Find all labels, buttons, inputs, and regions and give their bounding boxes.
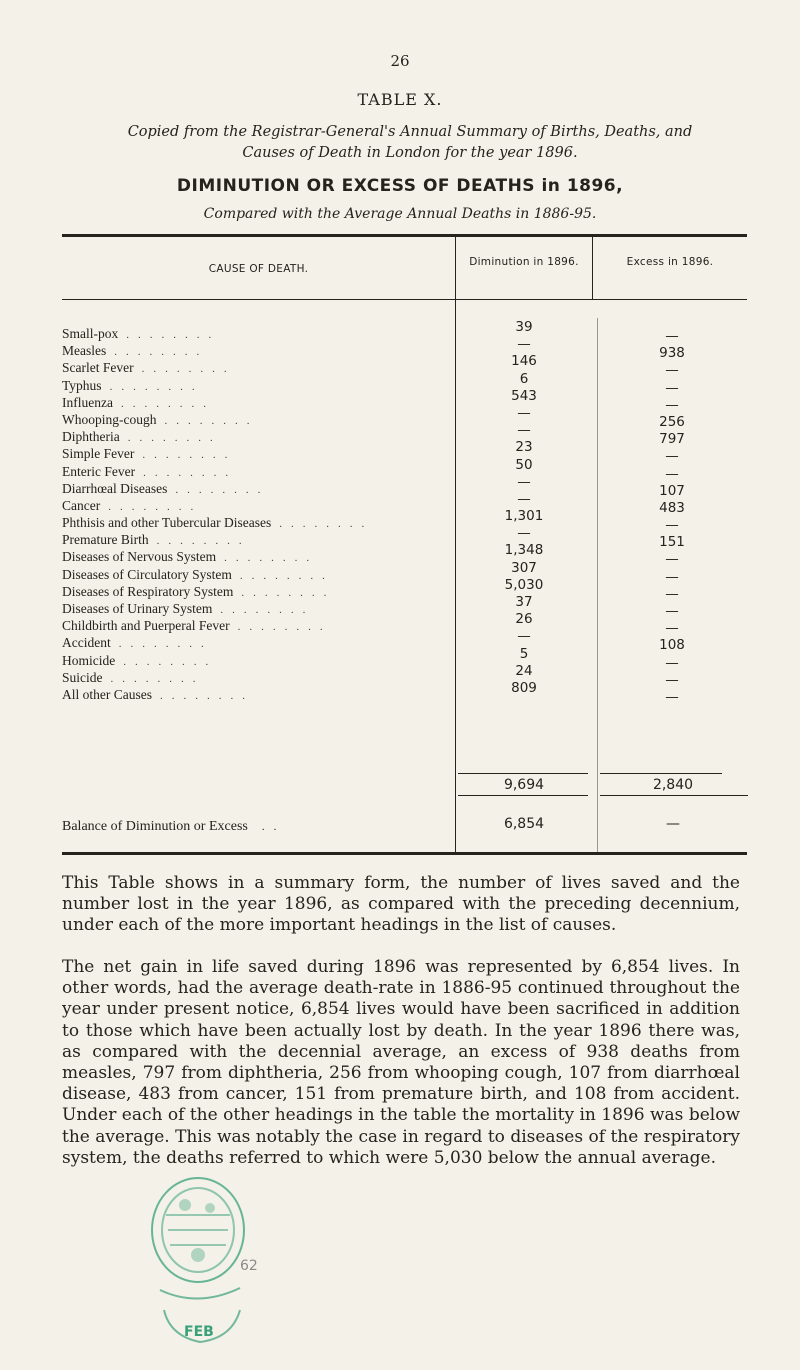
excess-cell: 256	[659, 413, 685, 430]
total-excess: 2,840	[652, 777, 694, 793]
excess-cell: —	[665, 465, 679, 482]
cause-cell: Phthisis and other Tubercular Diseases ........	[62, 515, 374, 531]
table-row	[62, 456, 747, 482]
cause-cell: Simple Fever ........	[62, 446, 237, 462]
diminution-cell: —	[517, 336, 531, 353]
diminution-cell: 37	[515, 594, 533, 610]
cause-cell: Diseases of Circulatory System ........	[62, 566, 334, 582]
excess-cell: —	[665, 603, 679, 619]
excess-cell: —	[665, 396, 679, 413]
cause-cell: Typhus ........	[62, 377, 204, 393]
excess-cell: —	[665, 448, 679, 465]
column-header-cause: CAUSE OF DEATH.	[208, 263, 309, 275]
cause-cell: Diseases of Urinary System ........	[62, 601, 315, 616]
diminution-cell: 5	[519, 645, 529, 662]
excess-cell: —	[665, 568, 679, 585]
column-header-excess: Excess in 1896.	[626, 256, 714, 268]
cause-cell: Measles ........	[62, 343, 209, 359]
excess-cell: —	[665, 551, 679, 568]
column-header-diminution: Diminution in 1896.	[469, 256, 579, 268]
excess-cell: —	[665, 517, 679, 534]
cause-cell: Diarrhœal Diseases ........	[62, 480, 270, 496]
excess-cell: —	[665, 379, 679, 396]
excess-cell: —	[665, 688, 679, 705]
table-row	[62, 611, 747, 637]
excess-cell: —	[665, 328, 679, 344]
table-row	[62, 387, 747, 413]
cause-cell: Influenza ........	[62, 394, 215, 410]
diminution-cell: —	[517, 490, 531, 507]
diminution-cell: 6	[519, 370, 529, 387]
excess-cell: 797	[659, 431, 685, 448]
table-body	[62, 319, 747, 705]
diminution-cell: 1,301	[504, 508, 544, 525]
diminution-cell: 543	[511, 387, 537, 404]
excess-cell: 938	[659, 345, 685, 362]
diminution-cell: —	[517, 473, 531, 490]
balance-excess: —	[666, 816, 680, 832]
table-title: TABLE X.	[357, 90, 443, 109]
sum-rule	[458, 795, 588, 796]
cause-cell: Enteric Fever ........	[62, 463, 238, 479]
excess-cell: —	[665, 671, 679, 688]
table-row	[62, 594, 747, 619]
diminution-cell: 26	[515, 611, 533, 628]
sum-rule	[458, 773, 588, 774]
excess-cell: 151	[659, 534, 685, 551]
table-row	[62, 319, 747, 344]
diminution-cell: 23	[515, 439, 533, 456]
excess-cell: —	[665, 362, 679, 379]
sum-rule	[600, 795, 748, 796]
excess-cell: 107	[659, 482, 685, 499]
cause-cell: Scarlet Fever ........	[62, 360, 236, 376]
excess-cell: 108	[659, 637, 685, 654]
diminution-cell: 146	[511, 353, 537, 370]
stamp-number: 62	[240, 1258, 258, 1274]
diminution-cell: 39	[515, 319, 533, 335]
cause-cell: Suicide ........	[62, 669, 205, 685]
cause-cell: Premature Birth ........	[62, 532, 251, 548]
diminution-cell: 1,348	[504, 542, 544, 559]
excess-cell: —	[665, 620, 679, 637]
summary-paragraph: This Table shows in a summary form, the number of lives saved and the number lost in the year 1896, as compared with the preceding decennium, under each of the more important headings in the list of causes.	[62, 873, 740, 936]
cause-cell: Accident ........	[62, 635, 213, 651]
diminution-cell: 50	[515, 456, 533, 473]
analysis-paragraph: The net gain in life saved during 1896 was represented by 6,854 lives. In other words, had the average death-rate in 1886-95 continued throughout the year under present notice, 6,854 lives would have been sacrificed in addition to those which have been actually lost by death. In the year 1896 there was, as compared with the decennial average, an excess of 938 deaths from measles, 797 from diphtheria, 256 from whooping cough, 107 from diarrhœal disease, 483 from cancer, 151 from premature birth, and 108 from accident. Under each of the other headings in the table the mortality in 1896 was below the average. This was notably the case in regard to diseases of the respiratory system, the deaths referred to which were 5,030 below the annual average.	[62, 957, 740, 1168]
diminution-cell: 307	[511, 559, 537, 576]
excess-cell: —	[665, 585, 679, 602]
table-bottom-rule	[62, 852, 747, 855]
table-row	[62, 679, 747, 705]
diminution-cell: —	[517, 525, 531, 542]
cause-cell: All other Causes ........	[62, 686, 254, 702]
stamp-date: FEB	[184, 1324, 214, 1340]
sum-rule	[600, 773, 722, 774]
cause-cell: Small-pox ........	[62, 326, 221, 341]
diminution-cell: —	[517, 404, 531, 421]
balance-label: Balance of Diminution or Excess ..	[62, 819, 286, 834]
diminution-cell: 24	[515, 662, 533, 679]
total-diminution: 9,694	[503, 777, 545, 793]
diminution-cell: —	[517, 422, 531, 439]
excess-cell: 483	[659, 499, 685, 516]
excess-cell: —	[665, 654, 679, 671]
table-row	[62, 473, 747, 499]
cause-cell: Homicide ........	[62, 652, 218, 668]
diminution-cell: 5,030	[504, 576, 544, 593]
table-row	[62, 508, 747, 534]
table-top-rule	[62, 234, 747, 237]
table-header-rule	[62, 299, 747, 300]
table-heading: DIMINUTION OR EXCESS OF DEATHS in 1896,	[176, 176, 624, 196]
library-stamp-icon	[140, 1160, 260, 1370]
cause-cell: Diseases of Respiratory System ........	[62, 583, 336, 599]
table-subtitle: Copied from the Registrar-General's Annual Summary of Births, Deaths, and Causes of Death in London for the year 1896.	[127, 124, 693, 161]
cause-cell: Childbirth and Puerperal Fever ........	[62, 618, 332, 634]
cause-cell: Cancer ........	[62, 497, 203, 513]
diminution-cell: 809	[511, 679, 537, 696]
table-row	[62, 628, 747, 654]
diminution-cell: —	[517, 628, 531, 645]
cause-cell: Diseases of Nervous System ........	[62, 549, 319, 565]
page-number: 26	[390, 52, 410, 70]
cause-cell: Diphtheria ........	[62, 429, 222, 445]
table-row	[62, 404, 747, 430]
balance-diminution: 6,854	[503, 816, 545, 832]
cause-cell: Whooping-cough ........	[62, 411, 259, 427]
table-comparison-note: Compared with the Average Annual Deaths in 1886-95.	[203, 206, 597, 222]
